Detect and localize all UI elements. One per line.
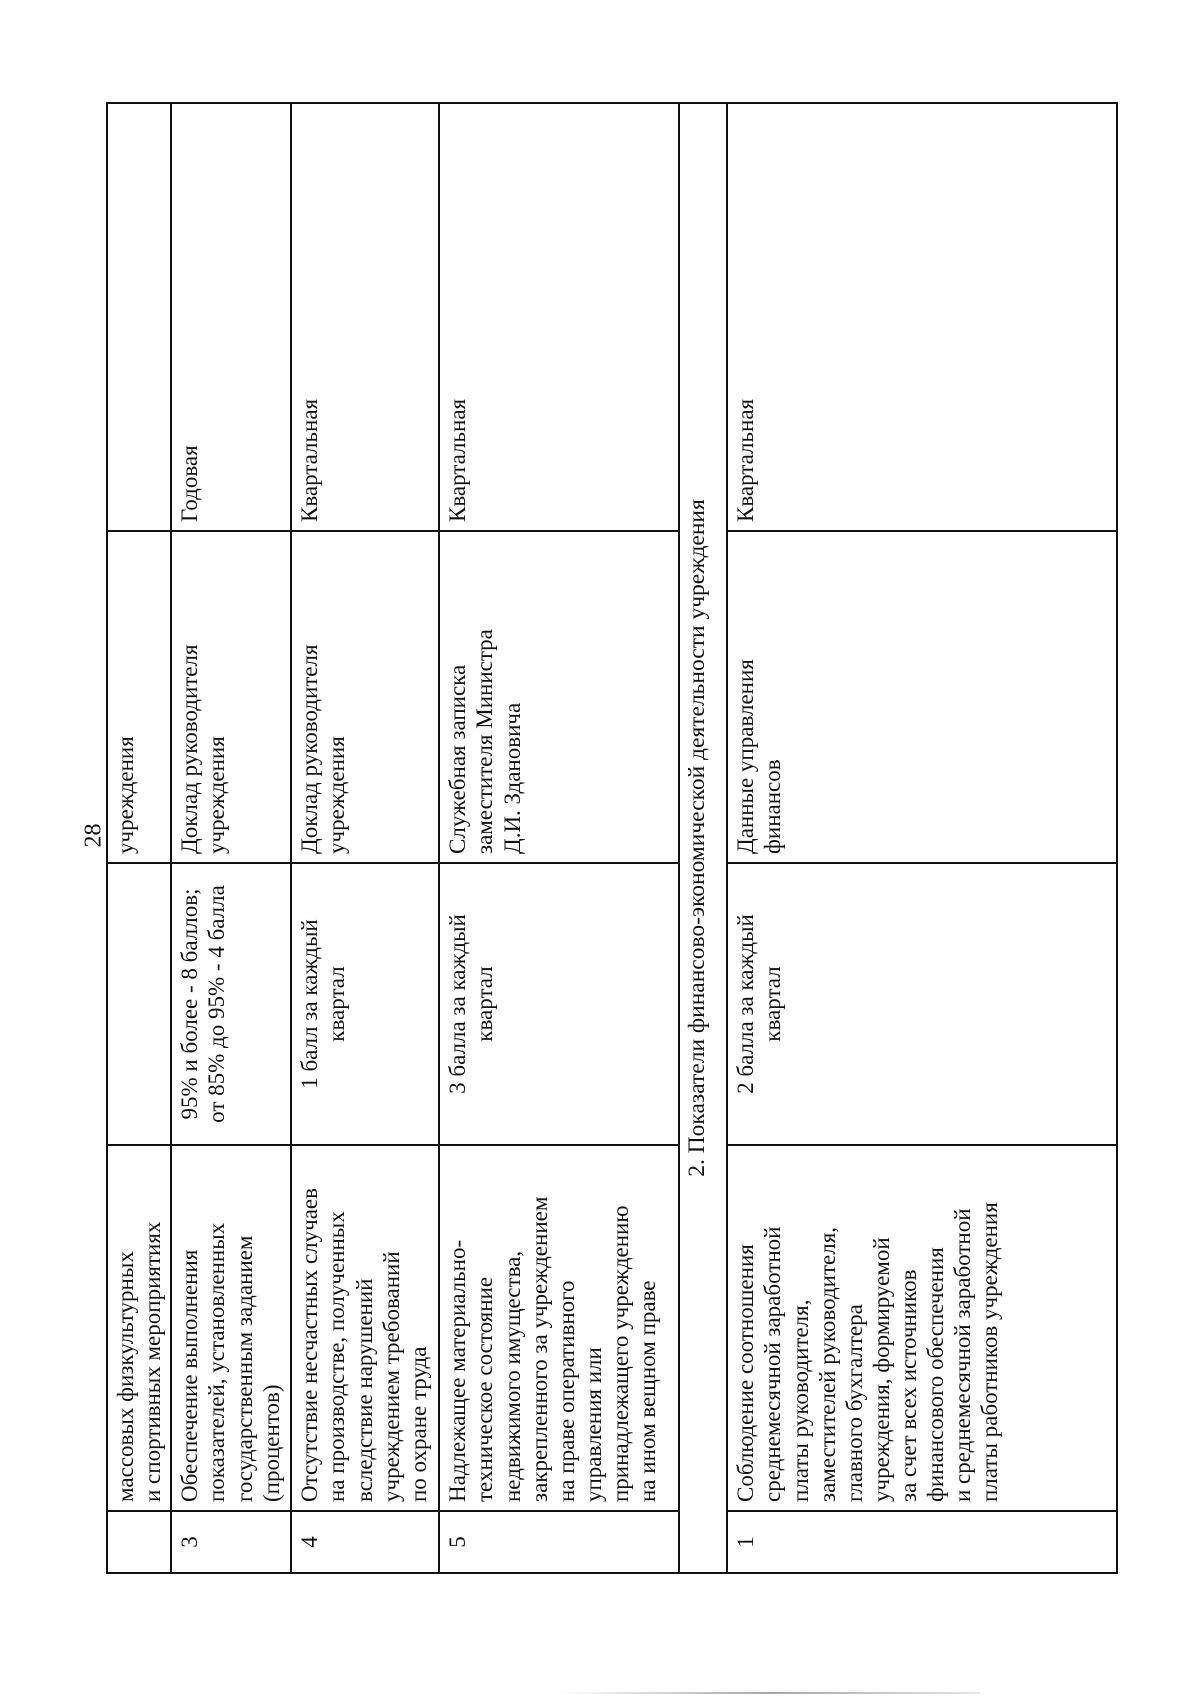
page-number: 28 [80, 823, 107, 848]
indicator-cell: Обеспечение выполнения показателей, установленных государственным заданием (процентов) [171, 1145, 291, 1511]
criteria-cell: 2 балла за каждый квартал [727, 863, 1117, 1145]
indicator-cell: Надлежащее материально- техническое состояние недвижимого имущества, закрепленного за учреждением на праве оперативного управления или принадлежащего учреждению на ином вещном праве [439, 1145, 679, 1511]
period-cell: Годовая [171, 103, 291, 531]
table-row [107, 103, 171, 1573]
section-row [679, 103, 727, 1573]
row-number: 1 [727, 1511, 1117, 1573]
section-title: 2. Показатели финансово-экономической деятельности учреждения [679, 103, 727, 1573]
row-number: 3 [171, 1511, 291, 1573]
row-number: 4 [291, 1511, 439, 1573]
source-cell: Доклад руководителя учреждения [291, 531, 439, 863]
indicator-cell: Соблюдение соотношения среднемесячной заработной платы руководителя, заместителей руководителя, главного бухгалтера учреждения, формируемой за счет всех источников финансового обеспечения и среднемесячной заработной платы работников учреждения [727, 1145, 1117, 1511]
row-number: 5 [439, 1511, 679, 1573]
table-row [439, 103, 679, 1573]
source-cell: учреждения [107, 531, 171, 863]
criteria-cell: 3 балла за каждый квартал [439, 863, 679, 1145]
source-cell: Доклад руководителя учреждения [171, 531, 291, 863]
period-cell [107, 103, 171, 531]
source-cell: Данные управления финансов [727, 531, 1117, 863]
source-cell: Служебная записка заместителя Министра Д.И. Здановича [439, 531, 679, 863]
scan-artifact-line [560, 1692, 980, 1694]
indicator-cell: Отсутствие несчастных случаев на производстве, полученных вследствие нарушений учреждением требований по охране труда [291, 1145, 439, 1511]
period-cell: Квартальная [727, 103, 1117, 531]
criteria-cell: 95% и более - 8 баллов; от 85% до 95% - 4 балла [171, 863, 291, 1145]
indicator-cell: массовых физкультурных и спортивных мероприятиях [107, 1145, 171, 1511]
row-number [107, 1511, 171, 1573]
table-row [291, 103, 439, 1573]
period-cell: Квартальная [291, 103, 439, 531]
table-row [171, 103, 291, 1573]
period-cell: Квартальная [439, 103, 679, 531]
indicators-table [106, 102, 1118, 1574]
rotated-table-container [106, 104, 1118, 1574]
table-row [727, 103, 1117, 1573]
criteria-cell [107, 863, 171, 1145]
criteria-cell: 1 балл за каждый квартал [291, 863, 439, 1145]
